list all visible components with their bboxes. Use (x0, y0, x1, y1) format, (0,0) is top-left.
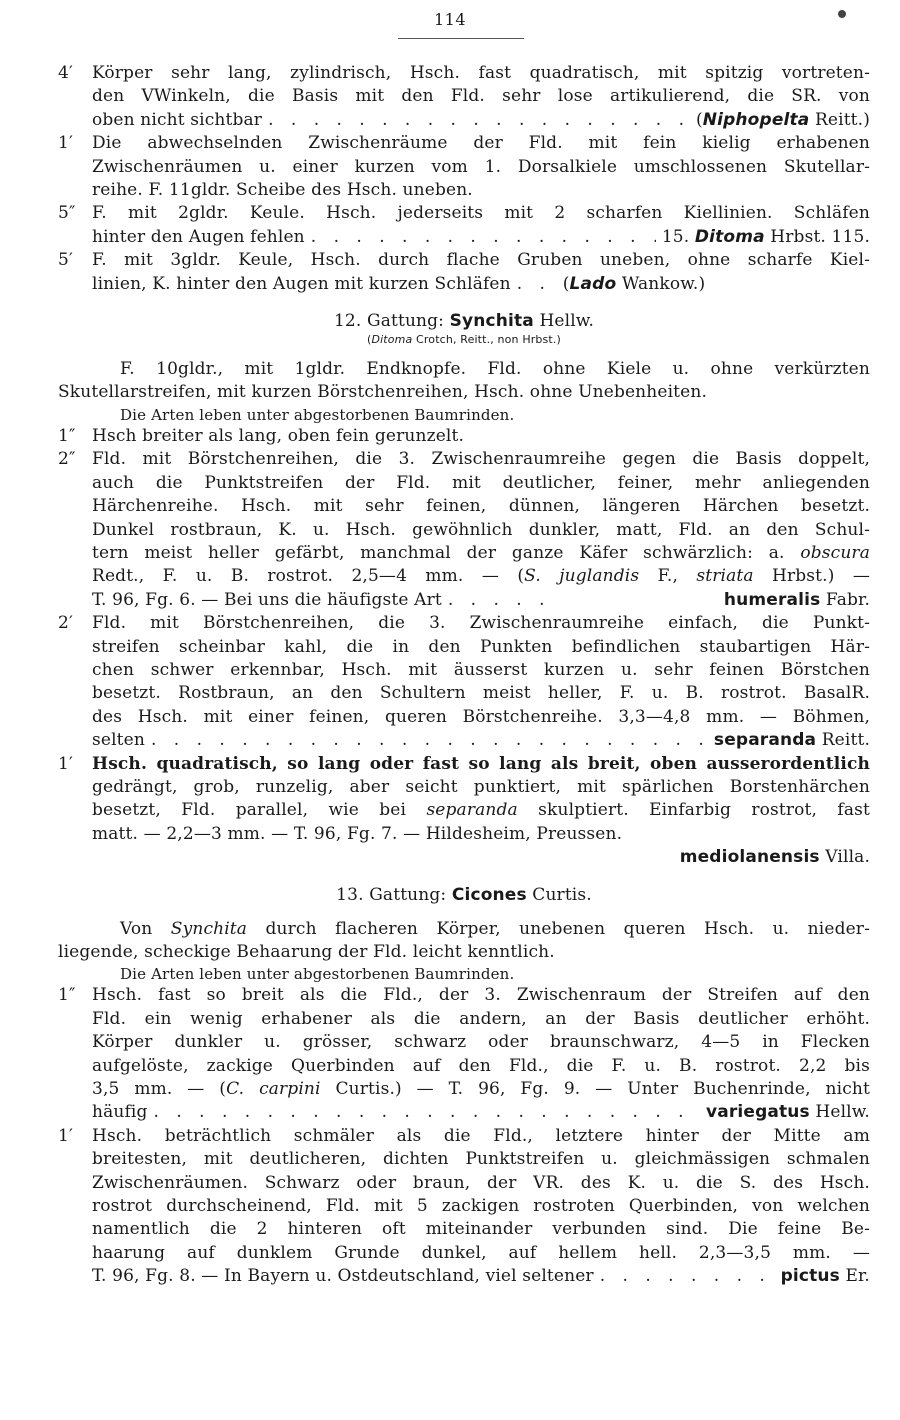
entry-number: 1′ (58, 133, 73, 154)
genus-reference: 15. Ditoma Hrbst. 115. (661, 226, 870, 247)
leader-dots (600, 1265, 775, 1288)
genus-heading-author: Curtis. (532, 884, 592, 905)
entry-number: 1′ (58, 753, 73, 774)
genus-heading (58, 884, 870, 906)
entry-line: namentlich die 2 hinteren oft miteinander verbunden sind. Die feine Be- (92, 1219, 870, 1240)
entry-lead-line (92, 1101, 870, 1124)
entry-line: aufgelöste, zackige Querbinden auf den Fld., die F. u. B. rostrot. 2,2 bis (92, 1055, 870, 1076)
genus-name: Niphopelta (702, 109, 810, 130)
synonym-name: striata (696, 566, 754, 587)
genus-reference: (Lado Wankow.) (562, 273, 706, 294)
entry-number: 2′ (58, 613, 73, 634)
entry-lead-text: oben nicht sichtbar (92, 109, 263, 130)
ink-spot (838, 10, 846, 18)
leader-dots (517, 273, 557, 296)
genus-description (58, 918, 870, 941)
genus-heading-name: Cicones (451, 884, 527, 905)
species-name: pictus (780, 1266, 840, 1287)
entry-lead-line (92, 1265, 870, 1288)
description-line: liegende, scheckige Behaarung der Fld. leicht kenntlich. (58, 942, 555, 962)
entry-number: 1′ (58, 1125, 73, 1146)
key-entry (58, 753, 870, 870)
entry-line: des Hsch. mit einer feinen, queren Börstchenreihe. 3,3—4,8 mm. — Böhmen, (92, 706, 870, 727)
genus-heading-label: 12. Gattung: (333, 311, 445, 332)
synonym-name: S. juglandis (524, 566, 640, 587)
author: Reitt. (821, 730, 870, 751)
key-entry (58, 448, 870, 612)
genus-description (58, 381, 870, 404)
key-entry (58, 425, 870, 448)
entry-line: Fld. mit Börstchenreihen, die 3. Zwischenraumreihe gegen die Basis doppelt, (92, 449, 870, 470)
entry-lead-line (92, 729, 870, 752)
genus-heading (58, 310, 870, 332)
entry-line: den VWinkeln, die Basis mit den Fld. sehr lose artikulierend, die SR. von (92, 86, 870, 107)
leader-dots (151, 729, 708, 752)
entry-line: gedrängt, grob, runzelig, aber seicht punktiert, mit spärlichen Borstenhärchen (92, 776, 870, 797)
entry-lead-text: T. 96, Fg. 6. — Bei uns die häufigste Art (92, 589, 442, 610)
author: Hrbst. 115. (770, 226, 870, 247)
entry-line: breitesten, mit deutlicheren, dichten Punktstreifen u. gleichmässigen schmalen (92, 1149, 870, 1170)
entry-lead-text: selten (92, 730, 145, 751)
entry-lead-text: hinter den Augen fehlen (92, 226, 305, 247)
author: Reitt.) (814, 109, 870, 130)
entry-lead-line (92, 109, 870, 132)
species-name: mediolanensis (679, 847, 820, 868)
leader-dots (154, 1101, 700, 1124)
entry-lead-text: linien, K. hinter den Augen mit kurzen Schläfen (92, 273, 511, 294)
habitat-note: Die Arten leben unter abgestorbenen Baumrinden. (120, 405, 515, 424)
entry-line: matt. — 2,2—3 mm. — T. 96, Fg. 7. — Hildesheim, Preussen. (92, 823, 623, 844)
entry-lead-text: T. 96, Fg. 8. — In Bayern u. Ostdeutschland, viel seltener (92, 1266, 594, 1287)
entry-line: Fld. ein wenig erhabener als die andern, an der Basis deutlicher erhöht. (92, 1008, 870, 1029)
page-number: 114 (433, 10, 467, 29)
body-text (58, 62, 870, 1289)
entry-lead-line (92, 226, 870, 249)
entry-line: F. mit 3gldr. Keule, Hsch. durch flache Gruben uneben, ohne scharfe Kiel- (92, 250, 870, 271)
key-entry (58, 132, 870, 202)
entry-line: tern meist heller gefärbt, manchmal der ganze Käfer schwärzlich: a. obscura (92, 542, 870, 563)
entry-number: 5′ (58, 250, 73, 271)
entry-line: reihe. F. 11gldr. Scheibe des Hsch. uneben. (92, 180, 473, 201)
key-entry (58, 984, 870, 1124)
entry-line: chen schwer erkennbar, Hsch. mit äusserst kurzen u. sehr feinen Börstchen (92, 659, 870, 680)
key-entry (58, 1125, 870, 1289)
genus-name: Lado (569, 273, 617, 294)
entry-number: 4′ (58, 63, 73, 83)
description-line: Von Synchita durch flacheren Körper, unebenen queren Hsch. u. nieder- (120, 918, 870, 939)
entry-lead-line (92, 273, 870, 296)
entry-line: streifen scheinbar kahl, die in den Punkten befindlichen staubartigen Här- (92, 636, 870, 657)
leader-dots (268, 109, 690, 132)
species-name: variegatus (706, 1102, 810, 1123)
entry-line: haarung auf dunklem Grunde dunkel, auf hellem hell. 2,3—3,5 mm. — (92, 1242, 870, 1263)
entry-line: Hsch. quadratisch, so lang oder fast so lang als breit, oben ausserordentlich (92, 753, 870, 774)
entry-lead-line (92, 589, 870, 612)
author: Wankow.) (621, 273, 706, 294)
genus-heading-name: Synchita (449, 311, 534, 332)
genus-name: Ditoma (694, 226, 765, 247)
key-entry (58, 202, 870, 249)
entry-line: Die abwechselnden Zwischenräume der Fld. mit fein kielig erhabenen (92, 133, 870, 154)
author: Hellw. (815, 1102, 870, 1123)
entry-lead-text: häufig (92, 1102, 148, 1123)
genus-heading-label: 13. Gattung: (336, 884, 447, 905)
entry-line: Dunkel rostbraun, K. u. Hsch. gewöhnlich dunkler, matt, Fld. an den Schul- (92, 519, 870, 540)
entry-line: auch die Punktstreifen der Fld. mit deutlicher, feiner, mehr anliegenden (92, 472, 870, 493)
entry-line: Körper dunkler u. grösser, schwarz oder braunschwarz, 4—5 in Flecken (92, 1032, 870, 1053)
entry-line: Hsch. fast so breit als die Fld., der 3. Zwischenraum der Streifen auf den (92, 985, 870, 1006)
entry-number: 1″ (58, 985, 76, 1006)
species-name: separanda (713, 730, 817, 751)
entry-line: 3,5 mm. — (C. carpini Curtis.) — T. 96, Fg. 9. — Unter Buchenrinde, nicht (92, 1079, 870, 1100)
genus-reference: Synchita (170, 918, 248, 939)
entry-number: 1″ (58, 425, 76, 446)
entry-line: besetzt. Rostbraun, an den Schultern meist heller, F. u. B. rostrot. BasalR. (92, 683, 870, 704)
author: Er. (845, 1266, 870, 1287)
entry-line: Zwischenräumen u. einer kurzen vom 1. Dorsalkiele umschlossenen Skutellar- (92, 156, 870, 177)
variety-name: obscura (800, 542, 870, 563)
entry-line: Härchenreihe. Hsch. mit sehr feinen, dünnen, längeren Härchen besetzt. (92, 496, 870, 517)
entry-line: Hsch breiter als lang, oben fein gerunzelt. (92, 425, 465, 446)
entry-line: Hsch. beträchtlich schmäler als die Fld., letztere hinter der Mitte am (92, 1125, 870, 1146)
habitat-note: Die Arten leben unter abgestorbenen Baumrinden. (120, 965, 515, 984)
genus-reference: (Niphopelta Reitt.) (695, 109, 870, 130)
entry-number: 2″ (58, 449, 76, 470)
entry-line: Zwischenräumen. Schwarz oder braun, der VR. des K. u. die S. des Hsch. (92, 1172, 870, 1193)
header-rule (398, 38, 524, 39)
genus-description (58, 941, 870, 964)
entry-line: Redt., F. u. B. rostrot. 2,5—4 mm. — (S. juglandis F., striata Hrbst.) — (92, 566, 870, 587)
leader-dots (311, 226, 656, 249)
entry-line: F. mit 2gldr. Keule. Hsch. jederseits mit 2 scharfen Kiellinien. Schläfen (92, 203, 870, 224)
genus-description (58, 358, 870, 381)
author: Fabr. (825, 589, 870, 610)
entry-line: rostrot durchscheinend, Fld. mit 5 zackigen rostroten Querbinden, von welchen (92, 1196, 870, 1217)
species-reference: separanda (426, 800, 518, 821)
key-entry (58, 249, 870, 296)
entry-number: 5″ (58, 203, 76, 224)
description-line: F. 10gldr., mit 1gldr. Endknopfe. Fld. ohne Kiele u. ohne verkürzten (120, 359, 870, 380)
key-entry (58, 62, 870, 132)
leader-dots (448, 589, 558, 612)
entry-line: besetzt, Fld. parallel, wie bei separanda skulptiert. Einfarbig rostrot, fast (92, 800, 870, 821)
synonym-genus: Ditoma (371, 333, 413, 347)
description-line: Skutellarstreifen, mit kurzen Börstchenreihen, Hsch. ohne Unebenheiten. (58, 382, 708, 403)
entry-line: Körper sehr lang, zylindrisch, Hsch. fast quadratisch, mit spitzig vortreten- (92, 63, 870, 83)
author: Villa. (825, 847, 870, 868)
genus-synonymy: (Ditoma Crotch, Reitt., non Hrbst.) (367, 333, 561, 347)
genus-heading-author: Hellw. (539, 311, 595, 332)
entry-species-line (92, 846, 870, 869)
key-entry (58, 612, 870, 752)
species-name: humeralis (723, 589, 821, 610)
entry-line: Fld. mit Börstchenreihen, die 3. Zwischenraumreihe einfach, die Punkt- (92, 613, 870, 634)
synonym-name: C. carpini (226, 1079, 321, 1100)
